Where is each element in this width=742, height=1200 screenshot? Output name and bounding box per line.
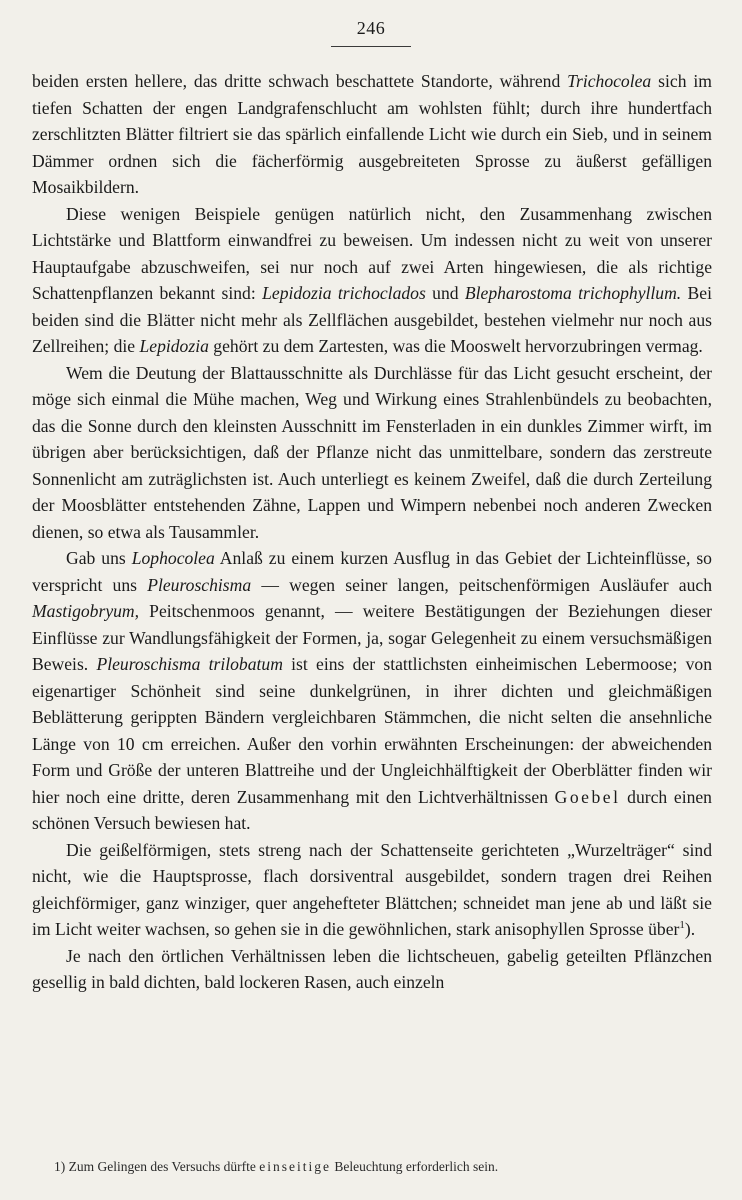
footnote	[54, 1158, 714, 1176]
text-run: Diese wenigen Beispiele genügen natürlich nicht, den Zusammenhang zwischen Lichtstärke und Blattform einwandfrei zu beweisen. Um indessen nicht zu weit von unserer Hauptaufgabe abzuschweifen, sei nur noch auf zwei Arten hingewiesen, die als richtige Schattenpflanzen bekannt sind:	[32, 203, 712, 303]
paragraph	[32, 545, 712, 837]
page-number: 246	[356, 18, 386, 38]
italic-term: Mastigobryum,	[32, 601, 140, 621]
text-run: Zum Gelingen des Versuchs dürfte	[68, 1159, 260, 1174]
text-run: Die geißelförmigen, stets streng nach der Schattenseite gerichteten „Wurzelträger“ sind nicht, wie die Hauptsprosse, flach dorsiventral ausgebildet, sondern tragen drei Reihen gleichförmiger, ganz winziger, quer angehefteter Blättchen; schneidet man jene ab und läßt sie im Licht weiter wachsen, so gehen sie in die gewöhnlichen, stark anisophyllen Sprosse über	[32, 839, 712, 939]
text-run: ).	[684, 919, 696, 939]
paragraph	[32, 837, 712, 943]
footnote-reference: 1	[679, 919, 685, 932]
italic-term: Trichocolea	[567, 71, 652, 91]
paragraph	[32, 360, 712, 546]
text-run: Gab uns	[66, 548, 132, 568]
italic-term: Pleuroschisma	[147, 574, 252, 595]
italic-term: Lepidozia trichoclados	[262, 283, 426, 303]
spaced-name: Goebel	[554, 786, 621, 807]
text-run: und	[425, 283, 465, 303]
text-run: ist eins der stattlichsten einheimischen Lebermoose; von eigenartiger Schönheit sind seine dunkelgrünen, in ihrer dichten und gleichmäßigen Beblätterung gerippten Bändern vergleichbaren Stämmchen, die nicht selten die ansehnliche Länge von 10 cm erreichen. Außer den vorhin erwähnten Erscheinungen: der abweichenden Form und Größe der unteren Blattreihe und der Ungleichhälftigkeit der Oberblätter finden wir hier noch eine dritte, deren Zusammenhang mit den Lichtverhältnissen	[32, 654, 712, 807]
text-run: gehört zu dem Zartesten, was die Mooswelt hervorzubringen vermag.	[208, 336, 703, 356]
text-run: Beleuchtung erforderlich sein.	[330, 1159, 499, 1174]
italic-term: Blepharostoma trichophyllum.	[464, 283, 682, 303]
italic-term: Lepidozia	[139, 336, 209, 356]
text-run: — wegen seiner langen, peitschenförmigen Ausläufer auch	[251, 574, 712, 595]
text-run: Bei beiden sind die Blätter nicht mehr als Zellflächen ausgebildet, bestehen vielmehr nur noch aus Zellreihen; die	[32, 283, 712, 356]
spaced-name: einseitige	[259, 1159, 331, 1174]
footnote-text	[69, 1159, 499, 1174]
footnote-marker: 1)	[54, 1159, 66, 1174]
text-run: beiden ersten hellere, das dritte schwach beschattete Standorte, während	[32, 71, 568, 91]
text-run: durch einen schönen Versuch bewiesen hat.	[32, 786, 712, 833]
paragraph	[32, 201, 712, 360]
text-run: sich im tiefen Schatten der engen Landgrafenschlucht am wohlsten fühlt; durch ihre hundertfach zerschlitzten Blätter filtriert sie das spärlich einfallende Licht wie durch ein Sieb, und in seinem Dämmer ordnen sich die fächerförmig ausgebreiteten Sprosse zu äußerst gefälligen Mosaikbildern.	[32, 71, 712, 197]
text-run: Anlaß zu einem kurzen Ausflug in das Gebiet der Lichteinflüsse, so verspricht uns	[32, 548, 712, 595]
text-run: Je nach den örtlichen Verhältnissen leben die lichtscheuen, gabelig geteilten Pflänzchen gesellig in bald dichten, bald lockeren Rasen, auch einzeln	[32, 945, 712, 992]
italic-term: Lophocolea	[131, 548, 215, 568]
paragraph	[32, 943, 712, 996]
body-text	[32, 68, 712, 996]
text-run: Peitschenmoos genannt, — weitere Bestätigungen der Beziehungen dieser Einflüsse zur Wandlungsfähigkeit der Formen, ja, sogar Gelegenheit zu einem versuchsmäßigen Beweis.	[32, 601, 712, 674]
text-run: Wem die Deutung der Blattausschnitte als Durchlässe für das Licht gesucht erscheint, der möge sich einmal die Mühe machen, Weg und Wirkung eines Strahlenbündels zu beobachten, das die Sonne durch den kleinsten Ausschnitt im Fensterladen in ein dunkles Zimmer wirft, im übrigen aber berücksichtigen, daß der Pflanze nicht das unmittelbare, sondern das zerstreute Sonnenlicht am zuträglichsten ist. Auch unterliegt es keinem Zweifel, daß die durch Zerteilung der Moosblätter entstehenden Zähne, Lappen und Wimpern nebenbei noch anderen Zwecken dienen, so etwa als Tausammler.	[32, 362, 712, 542]
header-rule	[331, 46, 411, 47]
italic-term: Pleuroschisma trilobatum	[96, 654, 283, 674]
paragraph	[32, 68, 712, 201]
